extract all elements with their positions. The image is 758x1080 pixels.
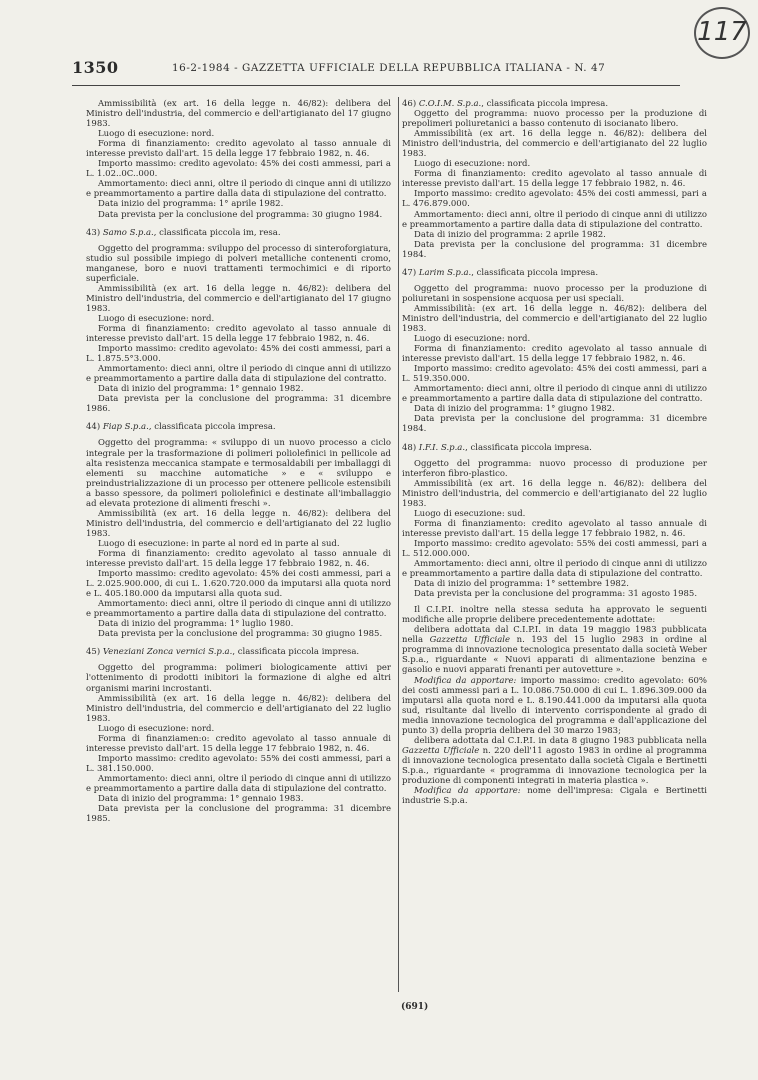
paragraph: Luogo di esecuzione: nord.: [98, 723, 215, 734]
paragraph: Oggetto del programma: nuovo processo di produzione per interferon fibro-plastico.: [402, 458, 707, 479]
paragraph: Oggetto del programma: sviluppo del processo di sinteroforgiatura, studio sul possibile impiego di polveri metalliche contenenti cromo, manganese, boro e nuovi trattamenti termochimici e di riporto superficiale.: [86, 243, 391, 284]
item-heading: [86, 228, 391, 238]
paragraph: Ammissibilità (ex art. 16 della legge n. 46/82): delibera del Ministro dell'industria, del commercio e dell'artigianato del 22 luglio 1983.: [402, 478, 707, 509]
modifica-text: importo massimo: credito agevolato: 60% dei costi ammessi pari a L. 10.086.750.000 di cui L. 1.896.309.000 da imputarsi alla quota nord e L. 8.190.441.000 da imputarsi alla quota sud, risultante dal livello di intervento corrispondente al grado di media innovazione tecnologica del programma e dall'applicazione del punto 3) della propria delibera del 30 marzo 1983;: [402, 675, 707, 736]
paragraph: Oggetto del programma: « sviluppo di un nuovo processo a ciclo integrale per la trasformazione di polimeri poliolefinici in pellicole ad alta resistenza meccanica stampate e termosaldabili per imballaggi di elementi su macchine automatiche » e « sviluppo e preindustrializzazione di un processo per ottenere pellicole estensibili a basso spessore, da polimeri poliolefinici e destinate all'imballaggio ad elevata protezione di alimenti freschi ».: [86, 438, 391, 509]
paragraph: Ammortamento: dieci anni, oltre il periodo di cinque anni di utilizzo e preammortamento a partire dalla data di stipulazione del contratto.: [402, 209, 707, 230]
paragraph: Luogo di esecuzione: nord.: [414, 334, 531, 345]
paragraph: Data prevista per la conclusione del programma: 31 dicembre 1986.: [86, 394, 391, 415]
paragraph: Data prevista per la conclusione del programma: 30 giugno 1985.: [98, 629, 383, 640]
classification: , classificata piccola impresa.: [481, 99, 609, 109]
paragraph: Data di inizio del programma: 1° gennaio 1982.: [98, 384, 304, 395]
paragraph: Ammortamento: dieci anni, oltre il periodo di cinque anni di utilizzo e preammortamento a partire dalla data di stipulazione del contratto.: [86, 599, 391, 620]
paragraph: Ammissibilità (ex art. 16 della legge n. 46/82): delibera del Ministro dell'industria, del commercio e dell'artigianato del 22 luglio 1983.: [402, 129, 707, 160]
paragraph: Forma di finanziamento: credito agevolato al tasso annuale di interesse previsto dall'art. 15 della legge 17 febbraio 1982, n. 46.: [402, 344, 707, 365]
paragraph: Importo massimo: credito agevolato: 55% dei costi ammessi, pari a L. 512.000.000.: [402, 538, 707, 559]
handwritten-page-stamp: [694, 7, 750, 59]
item-heading: [86, 422, 391, 432]
left-column: [86, 99, 391, 824]
paragraph: Ammissibilità (ex art. 16 della legge n. 46/82): delibera del Ministro dell'industria, del commercio e dell'artigianato del 22 luglio 1983.: [86, 693, 391, 724]
page-header: [72, 58, 682, 80]
paragraph: Luogo di esecuzione: nord.: [98, 313, 215, 324]
paragraph: Importo massimo: credito agevolato: 45% dei costi ammessi, pari a L. 2.025.900.000, di cui L. 1.620.720.000 da imputarsi alla quota nord e L. 405.180.000 da imputarsi alla quota sud.: [86, 569, 391, 600]
delibera-text: n. 193 del 15 luglio 2983 in ordine al programma di innovazione tecnologica presentato dalla società Weber S.p.a., riguardante « Nuovi apparati di alimentazione benzina e gasolio e nuovi apparati frenanti per autovetture ».: [402, 635, 707, 676]
paragraph: Ammissibilità (ex art. 16 della legge n. 46/82): delibera del Ministro dell'industria, del commercio e dell'artigianato del 22 luglio 1983.: [86, 508, 391, 539]
footer-code: (691): [401, 1002, 429, 1012]
page-number: 1350: [72, 58, 119, 77]
paragraph: Oggetto del programma: polimeri biologicamente attivi per l'ottenimento di prodotti inibitori la formazione di alghe ed altri organismi marini incrostanti.: [86, 663, 391, 694]
paragraph: Forma di finanziamento: credito agevolato al tasso annuale di interesse previsto dall'art. 15 della legge 17 febbraio 1982, n. 46.: [86, 139, 391, 160]
item-number: 45): [86, 647, 101, 658]
stamp-number: 117: [697, 17, 747, 47]
item-heading: [402, 268, 707, 278]
paragraph: Ammortamento: dieci anni, oltre il periodo di cinque anni di utilizzo e preammortamento a partire dalla data di stipulazione del contratto.: [86, 773, 391, 794]
paragraph: Forma di finanziamento: credito agevolato al tasso annuale di interesse previsto dall'art. 15 della legge 17 febbraio 1982, n. 46.: [402, 518, 707, 539]
paragraph: Importo massimo: credito agevolato: 45% dei costi ammessi, pari a L. 1.02..0C..000.: [86, 159, 391, 180]
delibera-text: n. 220 dell'11 agosto 1983 in ordine al programma di innovazione tecnologica presentato dalla società Cigala e Bertinetti S.p.a., riguardante « programma di innovazione tecnologica per la produzione di componenti integrati in materia plastica ».: [402, 745, 707, 786]
company-name: Larim S.p.a.: [418, 267, 472, 278]
paragraph: Data inizio del programma: 1° aprile 1982.: [98, 199, 284, 210]
paragraph: Data prevista per la conclusione del programma: 31 agosto 1985.: [414, 589, 698, 600]
column-divider: [398, 97, 399, 992]
paragraph: Forma di finanziamento: credito agevolato al tasso annuale di interesse previsto dall'art. 15 della legge 17 febbraio 1982, n. 46.: [402, 169, 707, 190]
right-column: [402, 99, 707, 806]
classification: , classificata piccola impresa.: [471, 267, 599, 278]
gazzetta-title: Gazzetta Ufficiale: [429, 635, 511, 646]
item-number: 43): [86, 227, 101, 238]
modifica-label: Modifica da apportare:: [414, 786, 521, 797]
header-rule: [72, 85, 680, 86]
paragraph: Data di inizio del programma: 1° giugno 1982.: [414, 404, 615, 415]
company-name: Veneziani Zonca vernici S.p.a.: [102, 647, 233, 658]
paragraph: Ammortamento: dieci anni, oltre il periodo di cinque anni di utilizzo e preammortamento a partire dalla data di stipulazione del contratto.: [402, 384, 707, 405]
paragraph: Luogo di esecuzione: sud.: [414, 508, 526, 519]
paragraph: Data di inizio del programma: 1° settembre 1982.: [414, 579, 629, 590]
paragraph: Luogo di esecuzione: nord.: [414, 159, 531, 170]
classification: , classificata piccola im, resa.: [153, 227, 281, 238]
classification: , classificata piccola impresa.: [232, 647, 360, 658]
paragraph: Ammortamento: dieci anni, oltre il periodo di cinque anni di utilizzo e preammortamento a partire dalla data di stipulazione del contratto.: [86, 179, 391, 200]
item-heading: [86, 647, 391, 657]
paragraph: Data prevista per la conclusione del programma: 31 dicembre 1984.: [402, 239, 707, 260]
paragraph: Importo massimo: credito agevolato: 55% dei costi ammessi, pari a L. 381.150.000.: [86, 753, 391, 774]
paragraph: Ammissibilità: (ex art. 16 della legge n. 46/82): delibera del Ministro dell'industria, del commercio e dell'artigianato del 22 luglio 1983.: [402, 303, 707, 334]
paragraph: Data prevista per la conclusione del programma: 30 giugno 1984.: [98, 209, 383, 220]
modifica-label: Modifica da apportare:: [414, 675, 517, 686]
paragraph: Importo massimo: credito agevolato: 45% dei costi ammessi, pari a L. 519.350.000.: [402, 364, 707, 385]
paragraph: Ammissibilità (ex art. 16 della legge n. 46/82): delibera del Ministro dell'industria, del commercio e dell'artigianato del 17 giugno 1983.: [86, 99, 391, 130]
paragraph: Data di inizio del programma: 1° gennaio 1983.: [98, 794, 304, 805]
paragraph: Forma di finanziamento: credito agevolato al tasso annuale di interesse previsto dall'art. 15 della legge 17 febbraio 1982, n. 46.: [86, 548, 391, 570]
paragraph: Oggetto del programma: nuovo processo per la produzione di poliuretani in sospensione acquosa per usi speciali.: [402, 283, 707, 304]
paragraph: Data prevista per la conclusione del programma: 31 dicembre 1984.: [402, 414, 707, 435]
company-name: C.O.I.M. S.p.a.: [418, 99, 482, 109]
delibera-paragraph: [402, 625, 707, 675]
item-number: 46): [402, 99, 417, 109]
paragraph: Luogo di esecuzione: in parte al nord ed in parte al sud.: [98, 538, 340, 549]
company-name: Samo S.p.a.: [102, 227, 154, 238]
paragraph: Ammortamento: dieci anni, oltre il periodo di cinque anni di utilizzo e preammortamento a partire dalla data di stipulazione del contratto.: [402, 559, 707, 580]
item-number: 48): [402, 442, 417, 453]
running-head: 16-2-1984 - GAZZETTA UFFICIALE DELLA REPUBBLICA ITALIANA - N. 47: [172, 62, 606, 74]
company-name: I.F.I. S.p.a.: [418, 442, 466, 453]
paragraph: Oggetto del programma: nuovo processo per la produzione di prepolimeri poliuretanici a basso contenuto di isocianato libero.: [402, 109, 707, 130]
paragraph: Importo massimo: credito agevolato: 45% dei costi ammessi, pari a L. 476.879.000.: [402, 189, 707, 210]
paragraph: Forma di finanziamen:o: credito agevolato al tasso annuale di interesse previsto dall'art. 15 della legge 17 febbraio 1982, n. 46.: [86, 733, 391, 754]
modifica-paragraph: [402, 786, 707, 806]
item-number: 44): [86, 422, 101, 433]
item-heading: [402, 99, 707, 109]
modifica-paragraph: [402, 676, 707, 736]
paragraph: Luogo di esecuzione: nord.: [98, 129, 215, 140]
gazzetta-title: Gazzetta Ufficiale: [402, 745, 480, 756]
classification: , classificata piccola impresa.: [465, 442, 592, 453]
item-number: 47): [402, 267, 417, 278]
delibera-paragraph: [402, 736, 707, 786]
paragraph: Ammissibilità (ex art. 16 della legge n. 46/82): delibera del Ministro dell'industria, del commercio e dell'artigianato del 17 giugno 1983.: [86, 283, 391, 314]
item-heading: [402, 443, 707, 453]
paragraph: Ammortamento: dieci anni, oltre il periodo di cinque anni di utilizzo e preammortamento a partire dalla data di stipulazione del contratto.: [86, 364, 391, 385]
classification: , classificata piccola impresa.: [148, 422, 276, 433]
paragraph: Data prevista per la conclusione del programma: 31 dicembre 1985.: [86, 804, 391, 825]
delibera-text: delibera adottata dal C.I.P.I. in data 8 giugno 1983 pubblicata nella: [414, 735, 707, 746]
paragraph: Data di inizio del programma: 2 aprile 1982.: [414, 229, 606, 240]
delibera-text: delibera adottata dal C.I.P.I. in data 19 maggio 1983 pubblicata nella: [402, 625, 707, 646]
company-name: Fiap S.p.a.: [102, 422, 149, 433]
cipi-intro: Il C.I.P.I. inoltre nella stessa seduta ha approvato le seguenti modifiche alle proprie delibere precedentemente adottate:: [402, 605, 707, 626]
modifica-text: nome dell'impresa: Cigala e Bertinetti industrie S.p.a.: [402, 786, 707, 807]
paragraph: Data di inizio del programma: 1° luglio 1980.: [98, 619, 294, 630]
paragraph: Importo massimo: credito agevolato: 45% dei costi ammessi, pari a L. 1.875.5°3.000.: [86, 344, 391, 365]
paragraph: Forma di finanziamento: credito agevolato al tasso annuale di interesse previsto dall'art. 15 della legge 17 febbraio 1982, n. 46.: [86, 323, 391, 345]
